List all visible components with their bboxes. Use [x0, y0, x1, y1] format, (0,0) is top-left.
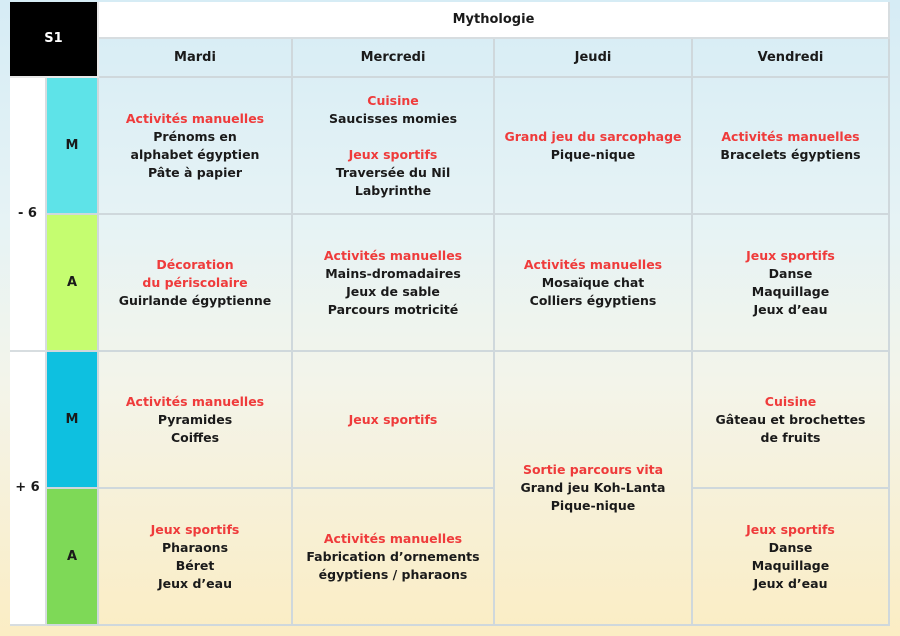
activity-cell [495, 352, 693, 626]
activity-cell [293, 489, 495, 626]
activity-category: Activités manuelles [125, 393, 265, 409]
day-header-vendredi: Vendredi [693, 39, 890, 78]
activity-item: Danse [768, 265, 813, 281]
activity-item: Mosaïque chat [541, 274, 645, 290]
activity-category: Jeux sportifs [150, 521, 240, 537]
activity-item: Mains-dromadaires [325, 265, 461, 281]
activity-category: Décoration [156, 256, 234, 272]
theme-title: Mythologie [99, 2, 890, 39]
activity-cell [693, 78, 890, 215]
activity-cell [693, 215, 890, 352]
activity-category: Jeux sportifs [746, 521, 835, 537]
activity-item: Jeux d’eau [158, 575, 232, 591]
activity-category: Jeux sportifs [348, 146, 438, 162]
period-afternoon-minus-6: A [47, 215, 99, 352]
activity-category: Jeux sportifs [746, 247, 835, 263]
period-morning-plus-6: M [47, 352, 99, 489]
activity-category: Cuisine [367, 92, 419, 108]
day-header-mardi: Mardi [99, 39, 293, 78]
activity-item: Grand jeu Koh-Lanta [520, 480, 666, 495]
activity-cell [495, 78, 693, 215]
activity-category: Sortie parcours vita [522, 462, 664, 477]
activity-item: Danse [768, 539, 813, 555]
activity-item: Maquillage [751, 557, 830, 573]
activity-category: Activités manuelles [523, 256, 663, 272]
age-group-plus-6: + 6 [10, 352, 47, 626]
activity-category: Activités manuelles [323, 247, 463, 263]
period-afternoon-plus-6: A [47, 489, 99, 626]
day-header-jeudi: Jeudi [495, 39, 693, 78]
activity-item: égyptiens / pharaons [318, 566, 468, 582]
activity-cell [99, 352, 293, 489]
activity-cell [495, 215, 693, 352]
activity-category: Cuisine [764, 393, 817, 409]
activity-item: Béret [175, 557, 215, 573]
activity-item: Maquillage [751, 283, 830, 299]
activity-item: Traversée du Nil [335, 164, 451, 180]
activity-cell [693, 489, 890, 626]
activity-category: du périscolaire [142, 274, 248, 290]
activity-item: Colliers égyptiens [529, 292, 657, 308]
age-group-minus-6: - 6 [10, 78, 47, 352]
schedule-table [10, 2, 890, 626]
activity-item: Pâte à papier [147, 164, 243, 180]
activity-item: Gâteau et brochettes [715, 411, 866, 427]
activity-item: Guirlande égyptienne [118, 292, 272, 308]
activity-item: alphabet égyptien [130, 146, 260, 162]
activity-item: Parcours motricité [327, 301, 459, 317]
activity-item: Saucisses momies [328, 110, 458, 126]
activity-category: Jeux sportifs [348, 411, 438, 427]
activity-cell [99, 489, 293, 626]
activity-category: Grand jeu du sarcophage [504, 128, 682, 144]
activity-item: Bracelets égyptiens [720, 146, 861, 162]
activity-cell [293, 215, 495, 352]
period-morning-minus-6: M [47, 78, 99, 215]
activity-item: Jeux d’eau [753, 301, 828, 317]
activity-category: Activités manuelles [323, 530, 463, 546]
week-label: S1 [10, 2, 99, 78]
day-header-mercredi: Mercredi [293, 39, 495, 78]
activity-cell [99, 215, 293, 352]
activity-item: Labyrinthe [354, 182, 432, 198]
activity-item: Coiffes [170, 429, 220, 445]
activity-item: Jeux de sable [346, 283, 440, 299]
activity-category: Activités manuelles [125, 110, 265, 126]
activity-item: Pharaons [161, 539, 229, 555]
activity-cell [293, 352, 495, 489]
activity-item: Pyramides [157, 411, 233, 427]
activity-cell [99, 78, 293, 215]
activity-category: Activités manuelles [721, 128, 860, 144]
activity-cell [293, 78, 495, 215]
activity-item: Jeux d’eau [753, 575, 828, 591]
activity-item: Prénoms en [153, 128, 237, 144]
activity-item: de fruits [760, 429, 821, 445]
activity-item: Pique-nique [550, 146, 636, 162]
activity-item: Pique-nique [550, 498, 636, 513]
activity-item: Fabrication d’ornements [306, 548, 480, 564]
activity-cell [693, 352, 890, 489]
